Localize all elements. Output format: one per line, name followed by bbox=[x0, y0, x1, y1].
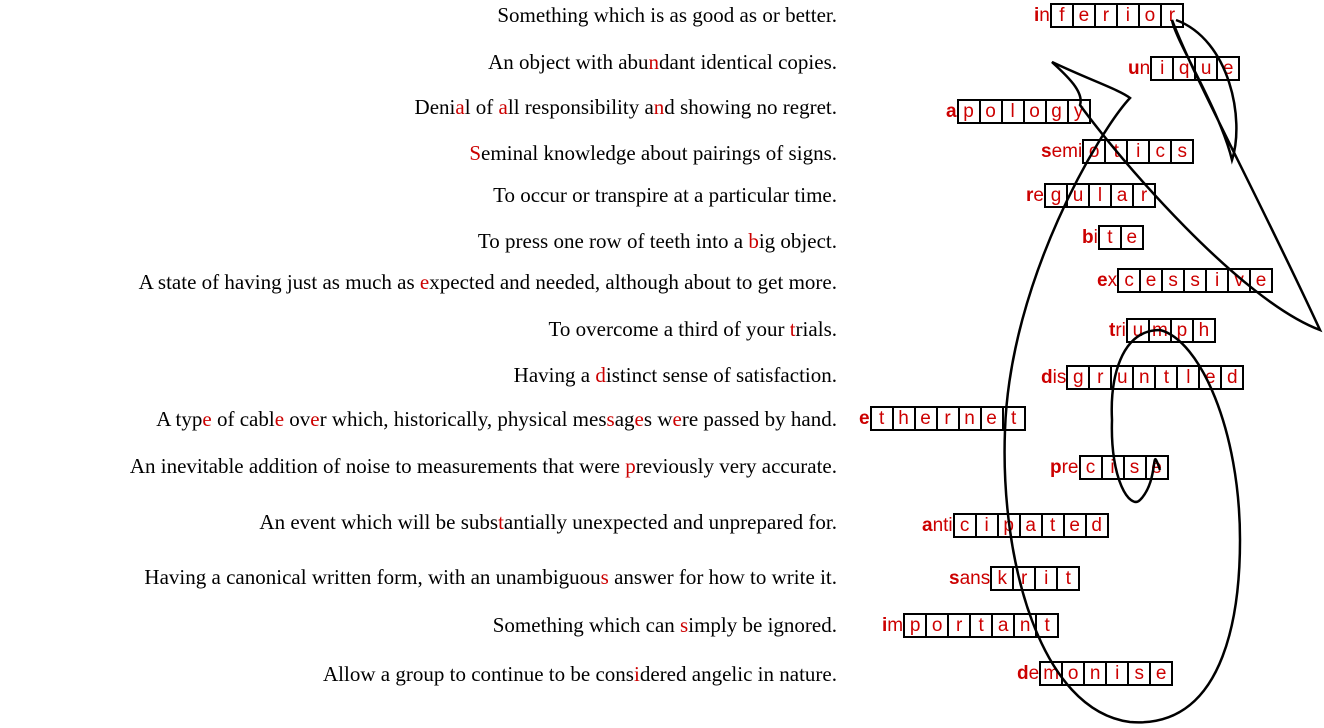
answer-prefix: dis bbox=[1041, 366, 1067, 388]
letter-cell[interactable]: r bbox=[1094, 3, 1118, 28]
letter-cell[interactable]: o bbox=[925, 613, 949, 638]
clue-text: An object with abundant identical copies. bbox=[488, 50, 837, 74]
clue-text: Having a canonical written form, with an unambiguous answer for how to write it. bbox=[144, 565, 837, 589]
letter-cell[interactable]: n bbox=[1132, 365, 1156, 390]
letter-cell[interactable]: c bbox=[1117, 268, 1141, 293]
letter-cell[interactable]: a bbox=[1110, 183, 1134, 208]
letter-cell[interactable]: o bbox=[1082, 139, 1106, 164]
letter-cell[interactable]: f bbox=[1050, 3, 1074, 28]
letter-cell[interactable]: l bbox=[1001, 99, 1025, 124]
answer-row bbox=[1097, 268, 1273, 293]
letter-cell[interactable]: a bbox=[991, 613, 1015, 638]
answer-prefix: ex bbox=[1097, 269, 1118, 291]
letter-cell[interactable]: d bbox=[1220, 365, 1244, 390]
letter-cell[interactable]: h bbox=[892, 406, 916, 431]
letter-cell[interactable]: e bbox=[1249, 268, 1273, 293]
letter-cell[interactable]: t bbox=[1104, 139, 1128, 164]
letter-cell[interactable]: r bbox=[947, 613, 971, 638]
clue-text: Something which can simply be ignored. bbox=[492, 613, 837, 637]
letter-cell[interactable]: p bbox=[957, 99, 981, 124]
letter-cell[interactable]: c bbox=[953, 513, 977, 538]
letter-cell[interactable]: v bbox=[1227, 268, 1251, 293]
letter-cell[interactable]: s bbox=[1161, 268, 1185, 293]
letter-cell[interactable]: e bbox=[914, 406, 938, 431]
clue-text: To overcome a third of your trials. bbox=[548, 317, 837, 341]
letter-cell[interactable]: r bbox=[936, 406, 960, 431]
letter-cell[interactable]: e bbox=[980, 406, 1004, 431]
letter-cell[interactable]: o bbox=[1061, 661, 1085, 686]
letter-cell[interactable]: s bbox=[1127, 661, 1151, 686]
letter-cell[interactable]: c bbox=[1148, 139, 1172, 164]
letter-cell[interactable]: e bbox=[1216, 56, 1240, 81]
letter-cell[interactable]: m bbox=[1148, 318, 1172, 343]
answer-prefix: semi bbox=[1041, 140, 1083, 162]
letter-cell[interactable]: u bbox=[1066, 183, 1090, 208]
letter-cell[interactable]: t bbox=[1035, 613, 1059, 638]
letter-cell[interactable]: o bbox=[1023, 99, 1047, 124]
clue-text: To press one row of teeth into a big object. bbox=[477, 229, 837, 253]
answer-row bbox=[1050, 455, 1169, 480]
letter-cell[interactable]: g bbox=[1044, 183, 1068, 208]
answer-prefix: sans bbox=[949, 567, 991, 589]
letter-cell[interactable]: m bbox=[1039, 661, 1063, 686]
answer-row bbox=[1026, 183, 1156, 208]
answer-row bbox=[1041, 365, 1244, 390]
letter-cell[interactable]: u bbox=[1126, 318, 1150, 343]
letter-cell[interactable]: u bbox=[1194, 56, 1218, 81]
letter-cell[interactable]: t bbox=[1002, 406, 1026, 431]
letter-cell[interactable]: r bbox=[1132, 183, 1156, 208]
letter-cell[interactable]: r bbox=[1160, 3, 1184, 28]
letter-cell[interactable]: s bbox=[1170, 139, 1194, 164]
letter-cell[interactable]: i bbox=[1126, 139, 1150, 164]
letter-cell[interactable]: i bbox=[975, 513, 999, 538]
clue-text: Something which is as good as or better. bbox=[497, 3, 837, 27]
answer-prefix: a bbox=[946, 100, 957, 122]
answer-row bbox=[1109, 318, 1216, 343]
letter-cell[interactable]: i bbox=[1205, 268, 1229, 293]
answer-prefix: im bbox=[882, 614, 904, 636]
answer-row bbox=[882, 613, 1059, 638]
letter-cell[interactable]: i bbox=[1105, 661, 1129, 686]
answer-row bbox=[949, 566, 1080, 591]
answer-prefix: anti bbox=[922, 514, 953, 536]
letter-cell[interactable]: e bbox=[1198, 365, 1222, 390]
letter-cell[interactable]: q bbox=[1172, 56, 1196, 81]
letter-cell[interactable]: p bbox=[903, 613, 927, 638]
letter-cell[interactable]: e bbox=[1145, 455, 1169, 480]
letter-cell[interactable]: i bbox=[1150, 56, 1174, 81]
letter-cell[interactable]: i bbox=[1034, 566, 1058, 591]
letter-cell[interactable]: u bbox=[1110, 365, 1134, 390]
letter-cell[interactable]: p bbox=[1170, 318, 1194, 343]
answer-row bbox=[1017, 661, 1173, 686]
answer-prefix: in bbox=[1034, 4, 1050, 26]
clue-text: Having a distinct sense of satisfaction. bbox=[513, 363, 837, 387]
letter-cell[interactable]: p bbox=[997, 513, 1021, 538]
letter-cell[interactable]: t bbox=[969, 613, 993, 638]
letter-cell[interactable]: k bbox=[990, 566, 1014, 591]
letter-cell[interactable]: e bbox=[1120, 225, 1144, 250]
clue-text: To occur or transpire at a particular time. bbox=[493, 183, 837, 207]
answer-prefix: e bbox=[859, 407, 870, 429]
clue-text: An inevitable addition of noise to measurements that were previously very accurate. bbox=[129, 454, 837, 478]
letter-cell[interactable]: r bbox=[1088, 365, 1112, 390]
answer-row bbox=[1128, 56, 1240, 81]
answer-prefix: re bbox=[1026, 184, 1044, 206]
answer-row bbox=[1041, 139, 1194, 164]
letter-cell[interactable]: r bbox=[1012, 566, 1036, 591]
letter-cell[interactable]: s bbox=[1123, 455, 1147, 480]
letter-cell[interactable]: d bbox=[1085, 513, 1109, 538]
letter-cell[interactable]: e bbox=[1063, 513, 1087, 538]
letter-cell[interactable]: e bbox=[1139, 268, 1163, 293]
letter-cell[interactable]: l bbox=[1088, 183, 1112, 208]
answer-row bbox=[1034, 3, 1184, 28]
clue-text: Allow a group to continue to be considered angelic in nature. bbox=[323, 662, 837, 686]
letter-cell[interactable]: i bbox=[1116, 3, 1140, 28]
letter-cell[interactable]: t bbox=[1098, 225, 1122, 250]
clue-text: An event which will be substantially unexpected and unprepared for. bbox=[259, 510, 837, 534]
answer-prefix: bi bbox=[1082, 226, 1098, 248]
letter-cell[interactable]: y bbox=[1067, 99, 1091, 124]
letter-cell[interactable]: o bbox=[1138, 3, 1162, 28]
letter-cell[interactable]: o bbox=[979, 99, 1003, 124]
answer-row bbox=[946, 99, 1091, 124]
answer-row bbox=[1082, 225, 1144, 250]
letter-cell[interactable]: c bbox=[1079, 455, 1103, 480]
answer-prefix: de bbox=[1017, 662, 1040, 684]
clue-text: Denial of all responsibility and showing no regret. bbox=[414, 95, 837, 119]
letter-cell[interactable]: t bbox=[1154, 365, 1178, 390]
letter-cell[interactable]: g bbox=[1045, 99, 1069, 124]
letter-cell[interactable]: e bbox=[1149, 661, 1173, 686]
letter-cell[interactable]: t bbox=[1041, 513, 1065, 538]
letter-cell[interactable]: a bbox=[1019, 513, 1043, 538]
letter-cell[interactable]: h bbox=[1192, 318, 1216, 343]
answer-prefix: un bbox=[1128, 57, 1151, 79]
answer-prefix: pre bbox=[1050, 456, 1079, 478]
letter-cell[interactable]: n bbox=[958, 406, 982, 431]
letter-cell[interactable]: n bbox=[1013, 613, 1037, 638]
letter-cell[interactable]: s bbox=[1183, 268, 1207, 293]
answer-row bbox=[922, 513, 1109, 538]
answer-prefix: tri bbox=[1109, 319, 1126, 341]
letter-cell[interactable]: t bbox=[870, 406, 894, 431]
letter-cell[interactable]: i bbox=[1101, 455, 1125, 480]
letter-cell[interactable]: e bbox=[1072, 3, 1096, 28]
letter-cell[interactable]: n bbox=[1083, 661, 1107, 686]
clue-text: A type of cable over which, historically, physical messages were passed by hand. bbox=[156, 407, 837, 431]
clue-text: A state of having just as much as expected and needed, although about to get more. bbox=[138, 270, 837, 294]
clue-text: Seminal knowledge about pairings of signs. bbox=[469, 141, 837, 165]
answer-row bbox=[859, 406, 1026, 431]
letter-cell[interactable]: g bbox=[1066, 365, 1090, 390]
letter-cell[interactable]: t bbox=[1056, 566, 1080, 591]
letter-cell[interactable]: l bbox=[1176, 365, 1200, 390]
